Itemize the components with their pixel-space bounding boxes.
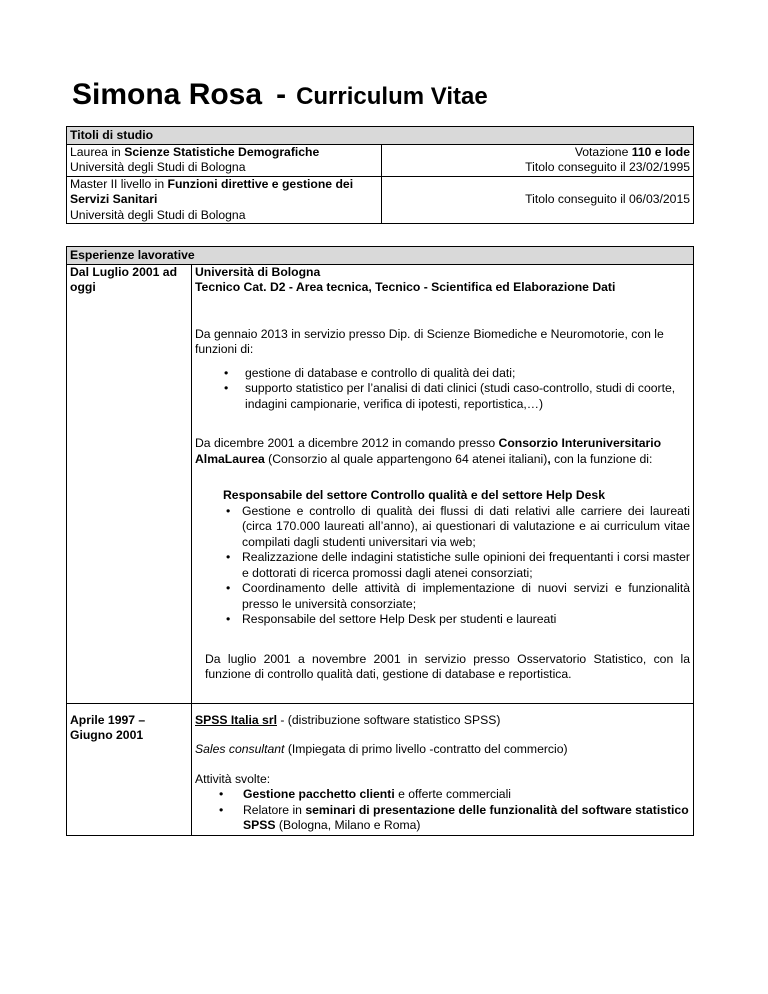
degree-date: Titolo conseguito il 23/02/1995 xyxy=(525,160,690,174)
list-item xyxy=(195,787,690,803)
degree-grade-cell xyxy=(382,144,694,176)
list-item: • Gestione e controllo di qualità dei flussi di dati relativi alle carriere dei laureati (circa 170.000 laureati all’anno), ai questionari di valutazione e ai curriculum vitae compilati dagli studenti universitari via web; xyxy=(223,504,690,551)
list-item: • supporto statistico per l’analisi di dati clinici (studi caso-controllo, studi di coorte, indagini campionarie, verifica di ipotesti, reportistica,…) xyxy=(195,381,690,412)
job-role: Tecnico Cat. D2 - Area tecnica, Tecnico - Scientifica ed Elaborazione Dati xyxy=(195,280,616,294)
grade-label: Votazione xyxy=(574,144,632,159)
work-header-row xyxy=(67,247,694,265)
activities-list xyxy=(195,787,690,834)
almalaurea-duties-list xyxy=(223,504,690,628)
activity-pre: Relatore in xyxy=(243,802,306,817)
work-row xyxy=(67,264,694,703)
master-date-cell xyxy=(382,176,694,224)
work-table xyxy=(66,246,694,836)
list-item: • gestione di database e controllo di qualità dei dati; xyxy=(195,366,690,382)
master-title: Funzioni direttive e gestione dei Servizi Sanitari xyxy=(70,176,354,206)
grade-value: 110 e lode xyxy=(631,144,690,159)
cv-name: Simona Rosa xyxy=(72,78,263,111)
master-university: Università degli Studi di Bologna xyxy=(70,207,246,222)
dept-duties-list xyxy=(195,366,690,413)
company-description: - (distribuzione software statistico SPSS) xyxy=(276,712,501,727)
paragraph-osservatorio: Da luglio 2001 a novembre 2001 in servizio presso Osservatorio Statistico, con la funzione di controllo qualità dati, gestione di database e reportistica. xyxy=(205,651,690,681)
work-row xyxy=(67,703,694,835)
cv-title: Curriculum Vitae xyxy=(296,83,488,110)
almalaurea-role: Responsabile del settore Controllo qualità e del settore Help Desk xyxy=(223,488,605,502)
almalaurea-comma: , xyxy=(547,451,551,466)
activities-label: Attività svolte: xyxy=(195,771,271,786)
almalaurea-note: (Consorzio al quale appartengono 64 atenei italiani) xyxy=(264,451,548,466)
page-title xyxy=(72,78,488,112)
employer: Università di Bologna xyxy=(195,264,321,279)
almalaurea-name: Consorzio Interuniversitario AlmaLaurea xyxy=(195,436,662,466)
list-item: • Coordinamento delle attività di implementazione di nuovi servizi e funzionalità presso le università consorziate; xyxy=(223,581,690,612)
activity-rest: e offerte commerciali xyxy=(394,787,511,801)
education-header-row xyxy=(67,127,694,145)
paragraph-almalaurea xyxy=(195,436,690,467)
company-line xyxy=(195,713,690,729)
work-details xyxy=(192,703,694,835)
degree-university: Università degli Studi di Bologna xyxy=(70,160,246,174)
title-separator: - xyxy=(276,78,287,111)
paragraph-dept: Da gennaio 2013 in servizio presso Dip. di Scienze Biomediche e Neuromotorie, con le funzioni di: xyxy=(195,326,664,356)
almalaurea-outro: con la funzione di: xyxy=(550,451,653,466)
almalaurea-intro: Da dicembre 2001 a dicembre 2012 in comando presso xyxy=(195,436,499,450)
activity-rest: (Bologna, Milano e Roma) xyxy=(275,818,421,832)
work-heading: Esperienze lavorative xyxy=(67,247,694,265)
company-name: SPSS Italia srl xyxy=(195,712,277,727)
activity-bold: seminari di presentazione delle funzionalità del software statistico SPSS xyxy=(243,802,689,832)
master-cell xyxy=(67,176,382,224)
education-table xyxy=(66,126,694,224)
degree-cell xyxy=(67,144,382,176)
education-row xyxy=(67,144,694,176)
work-period: Aprile 1997 – Giugno 2001 xyxy=(67,703,192,835)
master-prefix: Master II livello in xyxy=(70,176,168,191)
activity-bold: Gestione pacchetto clienti xyxy=(243,787,395,801)
role-title: Sales consultant xyxy=(195,742,285,756)
list-item: • Responsabile del settore Help Desk per studenti e laureati xyxy=(223,612,690,628)
role-contract: (Impiegata di primo livello -contratto del commercio) xyxy=(284,742,568,756)
sales-role xyxy=(195,742,690,758)
education-heading: Titoli di studio xyxy=(67,127,694,145)
work-period: Dal Luglio 2001 ad oggi xyxy=(67,264,192,703)
degree-title: Scienze Statistiche Demografiche xyxy=(124,144,320,159)
list-item: • Realizzazione delle indagini statistiche sulle opinioni dei frequentanti i corsi master e dottorati di ricerca promossi dagli atenei consorziati; xyxy=(223,550,690,581)
work-details xyxy=(192,264,694,703)
degree-prefix: Laurea in xyxy=(70,144,125,159)
education-row xyxy=(67,176,694,224)
master-date: Titolo conseguito il 06/03/2015 xyxy=(525,192,690,206)
list-item xyxy=(195,803,690,834)
